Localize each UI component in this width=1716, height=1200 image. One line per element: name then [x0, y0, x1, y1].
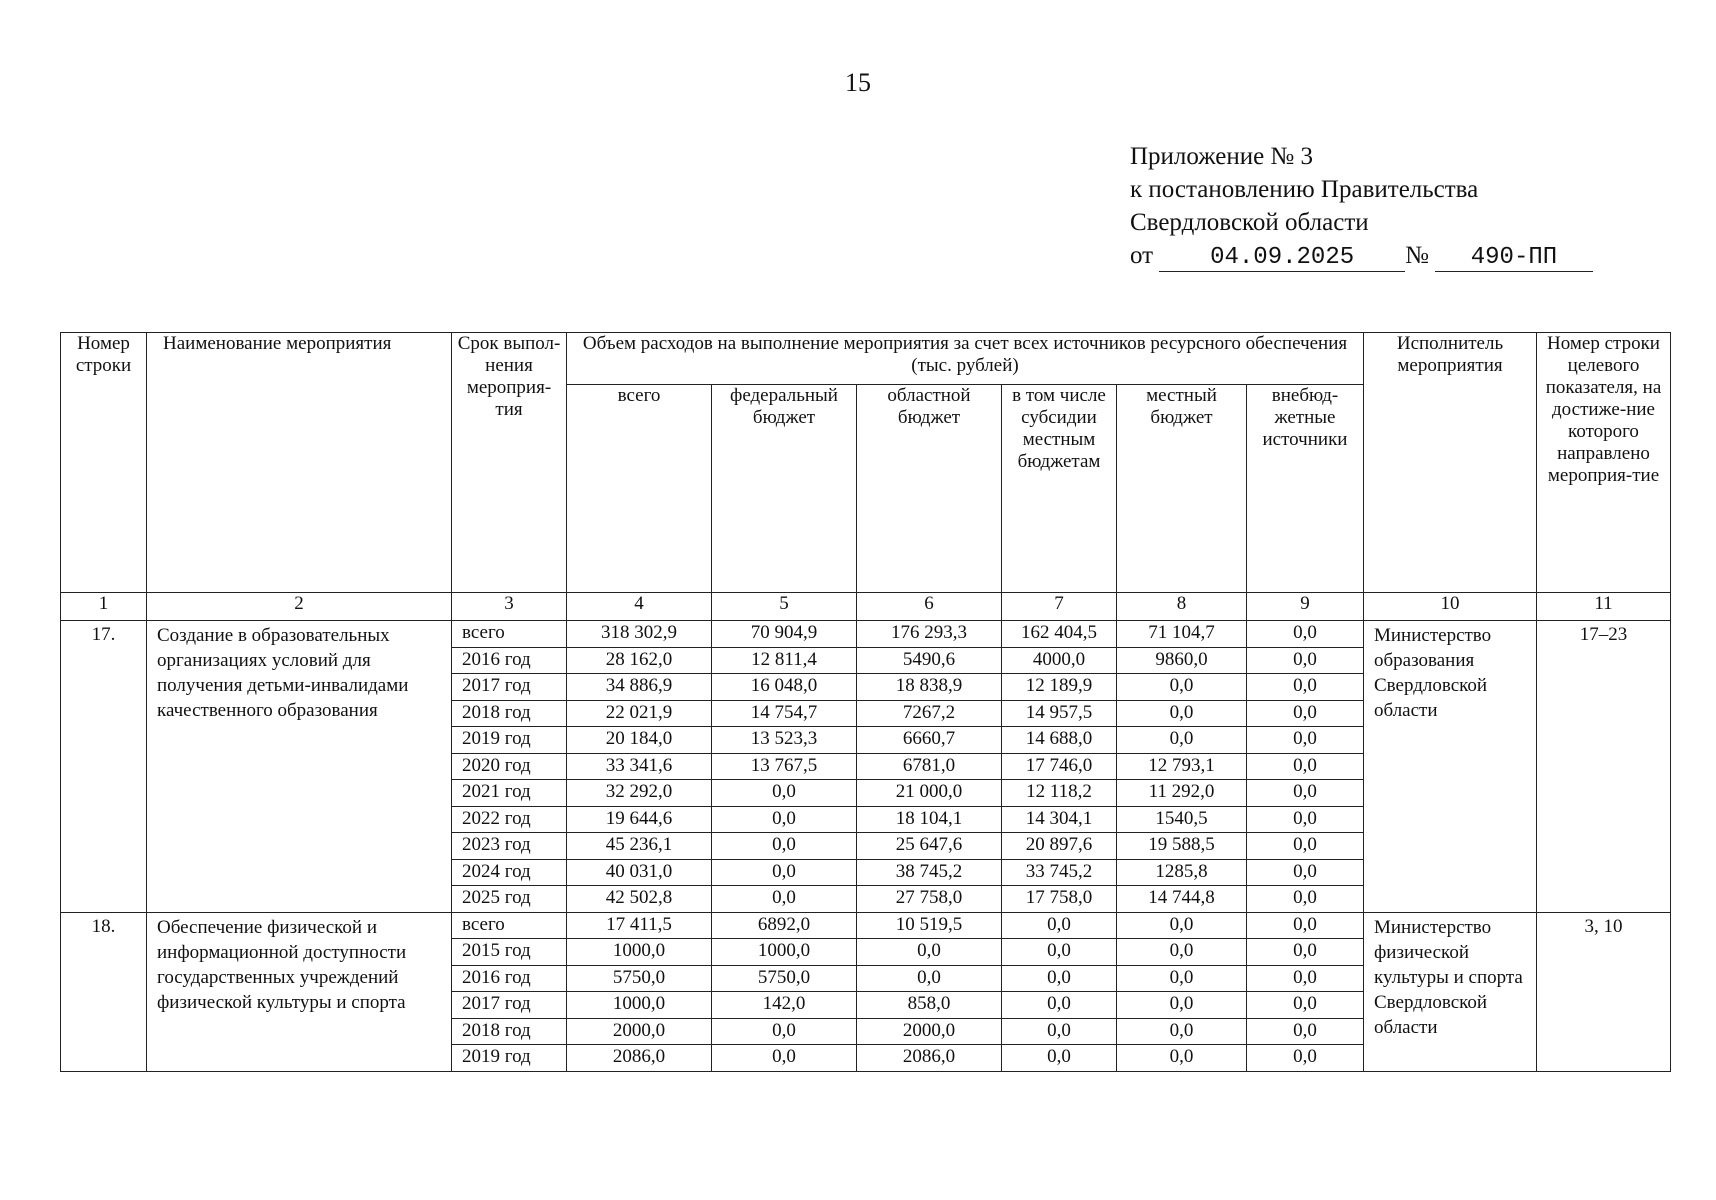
header-subsidies: в том числе субсидии местным бюджетам: [1002, 385, 1117, 593]
subsidies-cell: 17 758,0: [1002, 886, 1117, 913]
local-cell: 0,0: [1117, 992, 1247, 1019]
period-cell: всего: [452, 621, 567, 648]
column-number: 9: [1247, 593, 1364, 621]
extra-budget-cell: 0,0: [1247, 753, 1364, 780]
extra-budget-cell: 0,0: [1247, 939, 1364, 966]
subsidies-cell: 0,0: [1002, 1018, 1117, 1045]
regional-cell: 18 104,1: [857, 806, 1002, 833]
total-cell: 1000,0: [567, 992, 712, 1019]
regional-cell: 38 745,2: [857, 859, 1002, 886]
regional-cell: 25 647,6: [857, 833, 1002, 860]
table-row: [61, 912, 1671, 939]
column-number: 10: [1364, 593, 1537, 621]
total-cell: 20 184,0: [567, 727, 712, 754]
federal-cell: 70 904,9: [712, 621, 857, 648]
federal-cell: 5750,0: [712, 965, 857, 992]
period-cell: 2015 год: [452, 939, 567, 966]
extra-budget-cell: 0,0: [1247, 833, 1364, 860]
header-volume: Объем расходов на выполнение мероприятия за счет всех источников ресурсного обеспечения (тыс. рублей): [567, 333, 1364, 385]
appendix-decree-line: к постановлению Правительства: [1130, 176, 1479, 203]
regional-cell: 6660,7: [857, 727, 1002, 754]
regional-cell: 27 758,0: [857, 886, 1002, 913]
row-number: 18.: [61, 912, 147, 1071]
regional-cell: 10 519,5: [857, 912, 1002, 939]
regional-cell: 5490,6: [857, 647, 1002, 674]
target-indicator: 17–23: [1537, 621, 1671, 913]
total-cell: 33 341,6: [567, 753, 712, 780]
expenses-table: [60, 332, 1671, 1072]
executor: Министерство образования Свердловской области: [1364, 621, 1537, 913]
subsidies-cell: 162 404,5: [1002, 621, 1117, 648]
regional-cell: 2000,0: [857, 1018, 1002, 1045]
total-cell: 17 411,5: [567, 912, 712, 939]
activity-name: Обеспечение физической и информационной доступности государственных учреждений физической культуры и спорта: [147, 912, 452, 1071]
regional-cell: 2086,0: [857, 1045, 1002, 1072]
period-cell: 2017 год: [452, 674, 567, 701]
local-cell: 0,0: [1117, 674, 1247, 701]
regional-cell: 6781,0: [857, 753, 1002, 780]
regional-cell: 18 838,9: [857, 674, 1002, 701]
decree-number: 490-ПП: [1435, 244, 1593, 272]
subsidies-cell: 17 746,0: [1002, 753, 1117, 780]
federal-cell: 13 523,3: [712, 727, 857, 754]
extra-budget-cell: 0,0: [1247, 1018, 1364, 1045]
subsidies-cell: 0,0: [1002, 939, 1117, 966]
period-cell: 2022 год: [452, 806, 567, 833]
extra-budget-cell: 0,0: [1247, 992, 1364, 1019]
subsidies-cell: 20 897,6: [1002, 833, 1117, 860]
period-cell: 2016 год: [452, 965, 567, 992]
local-cell: 71 104,7: [1117, 621, 1247, 648]
federal-cell: 142,0: [712, 992, 857, 1019]
activity-name: Создание в образовательных организациях условий для получения детьми-инвалидами качественного образования: [147, 621, 452, 913]
extra-budget-cell: 0,0: [1247, 806, 1364, 833]
local-cell: 14 744,8: [1117, 886, 1247, 913]
extra-budget-cell: 0,0: [1247, 621, 1364, 648]
table-row: [61, 621, 1671, 648]
extra-budget-cell: 0,0: [1247, 965, 1364, 992]
total-cell: 2086,0: [567, 1045, 712, 1072]
subsidies-cell: 0,0: [1002, 992, 1117, 1019]
extra-budget-cell: 0,0: [1247, 859, 1364, 886]
header-name: Наименование мероприятия: [147, 333, 452, 593]
federal-cell: 0,0: [712, 1045, 857, 1072]
total-cell: 42 502,8: [567, 886, 712, 913]
period-cell: всего: [452, 912, 567, 939]
subsidies-cell: 12 189,9: [1002, 674, 1117, 701]
regional-cell: 7267,2: [857, 700, 1002, 727]
total-cell: 32 292,0: [567, 780, 712, 807]
subsidies-cell: 0,0: [1002, 912, 1117, 939]
column-number: 8: [1117, 593, 1247, 621]
local-cell: 0,0: [1117, 1045, 1247, 1072]
federal-cell: 0,0: [712, 886, 857, 913]
table-body: [61, 621, 1671, 1072]
target-indicator: 3, 10: [1537, 912, 1671, 1071]
regional-cell: 21 000,0: [857, 780, 1002, 807]
extra-budget-cell: 0,0: [1247, 912, 1364, 939]
total-cell: 34 886,9: [567, 674, 712, 701]
header-executor: Исполнитель мероприятия: [1364, 333, 1537, 593]
total-cell: 2000,0: [567, 1018, 712, 1045]
subsidies-cell: 14 304,1: [1002, 806, 1117, 833]
column-number: 7: [1002, 593, 1117, 621]
number-label: №: [1405, 242, 1429, 269]
total-cell: 19 644,6: [567, 806, 712, 833]
local-cell: 0,0: [1117, 1018, 1247, 1045]
total-cell: 5750,0: [567, 965, 712, 992]
total-cell: 40 031,0: [567, 859, 712, 886]
total-cell: 22 021,9: [567, 700, 712, 727]
period-cell: 2025 год: [452, 886, 567, 913]
subsidies-cell: 33 745,2: [1002, 859, 1117, 886]
subsidies-cell: 12 118,2: [1002, 780, 1117, 807]
extra-budget-cell: 0,0: [1247, 674, 1364, 701]
local-cell: 0,0: [1117, 965, 1247, 992]
federal-cell: 0,0: [712, 1018, 857, 1045]
federal-cell: 14 754,7: [712, 700, 857, 727]
period-cell: 2024 год: [452, 859, 567, 886]
federal-cell: 16 048,0: [712, 674, 857, 701]
period-cell: 2023 год: [452, 833, 567, 860]
subsidies-cell: 14 688,0: [1002, 727, 1117, 754]
appendix-date-line: [1130, 239, 1593, 272]
extra-budget-cell: 0,0: [1247, 780, 1364, 807]
local-cell: 0,0: [1117, 727, 1247, 754]
subsidies-cell: 14 957,5: [1002, 700, 1117, 727]
subsidies-cell: 0,0: [1002, 1045, 1117, 1072]
column-number: 1: [61, 593, 147, 621]
header-term: Срок выпол-нения мероприя-тия: [452, 333, 567, 593]
header-federal: федеральный бюджет: [712, 385, 857, 593]
column-number: 11: [1537, 593, 1671, 621]
header-row-number: Номер строки: [61, 333, 147, 593]
federal-cell: 0,0: [712, 859, 857, 886]
local-cell: 1285,8: [1117, 859, 1247, 886]
subsidies-cell: 0,0: [1002, 965, 1117, 992]
column-number: 6: [857, 593, 1002, 621]
period-cell: 2018 год: [452, 700, 567, 727]
local-cell: 0,0: [1117, 700, 1247, 727]
period-cell: 2021 год: [452, 780, 567, 807]
header-target: Номер строки целевого показателя, на достиже-ние которого направлено мероприя-тие: [1537, 333, 1671, 593]
regional-cell: 0,0: [857, 965, 1002, 992]
period-cell: 2020 год: [452, 753, 567, 780]
period-cell: 2018 год: [452, 1018, 567, 1045]
period-cell: 2016 год: [452, 647, 567, 674]
from-label: от: [1130, 242, 1154, 269]
local-cell: 0,0: [1117, 939, 1247, 966]
header-total: всего: [567, 385, 712, 593]
local-cell: 12 793,1: [1117, 753, 1247, 780]
total-cell: 1000,0: [567, 939, 712, 966]
decree-date: 04.09.2025: [1159, 244, 1405, 272]
header-regional: областной бюджет: [857, 385, 1002, 593]
total-cell: 45 236,1: [567, 833, 712, 860]
row-number: 17.: [61, 621, 147, 913]
extra-budget-cell: 0,0: [1247, 700, 1364, 727]
federal-cell: 0,0: [712, 833, 857, 860]
period-cell: 2017 год: [452, 992, 567, 1019]
federal-cell: 12 811,4: [712, 647, 857, 674]
local-cell: 9860,0: [1117, 647, 1247, 674]
period-cell: 2019 год: [452, 1045, 567, 1072]
regional-cell: 176 293,3: [857, 621, 1002, 648]
local-cell: 11 292,0: [1117, 780, 1247, 807]
local-cell: 19 588,5: [1117, 833, 1247, 860]
total-cell: 318 302,9: [567, 621, 712, 648]
column-numbers-row: [61, 593, 1671, 621]
federal-cell: 1000,0: [712, 939, 857, 966]
appendix-block: [1130, 140, 1593, 272]
federal-cell: 6892,0: [712, 912, 857, 939]
total-cell: 28 162,0: [567, 647, 712, 674]
column-number: 5: [712, 593, 857, 621]
header-local: местный бюджет: [1117, 385, 1247, 593]
extra-budget-cell: 0,0: [1247, 727, 1364, 754]
subsidies-cell: 4000,0: [1002, 647, 1117, 674]
federal-cell: 0,0: [712, 806, 857, 833]
regional-cell: 0,0: [857, 939, 1002, 966]
header-extra: внебюд-жетные источники: [1247, 385, 1364, 593]
regional-cell: 858,0: [857, 992, 1002, 1019]
extra-budget-cell: 0,0: [1247, 647, 1364, 674]
extra-budget-cell: 0,0: [1247, 1045, 1364, 1072]
column-number: 4: [567, 593, 712, 621]
local-cell: 0,0: [1117, 912, 1247, 939]
appendix-title: Приложение № 3: [1130, 143, 1314, 170]
appendix-region-line: Свердловской области: [1130, 209, 1369, 236]
local-cell: 1540,5: [1117, 806, 1247, 833]
federal-cell: 13 767,5: [712, 753, 857, 780]
page-number: 15: [845, 68, 871, 97]
executor: Министерство физической культуры и спорта Свердловской области: [1364, 912, 1537, 1071]
column-number: 2: [147, 593, 452, 621]
federal-cell: 0,0: [712, 780, 857, 807]
period-cell: 2019 год: [452, 727, 567, 754]
column-number: 3: [452, 593, 567, 621]
extra-budget-cell: 0,0: [1247, 886, 1364, 913]
